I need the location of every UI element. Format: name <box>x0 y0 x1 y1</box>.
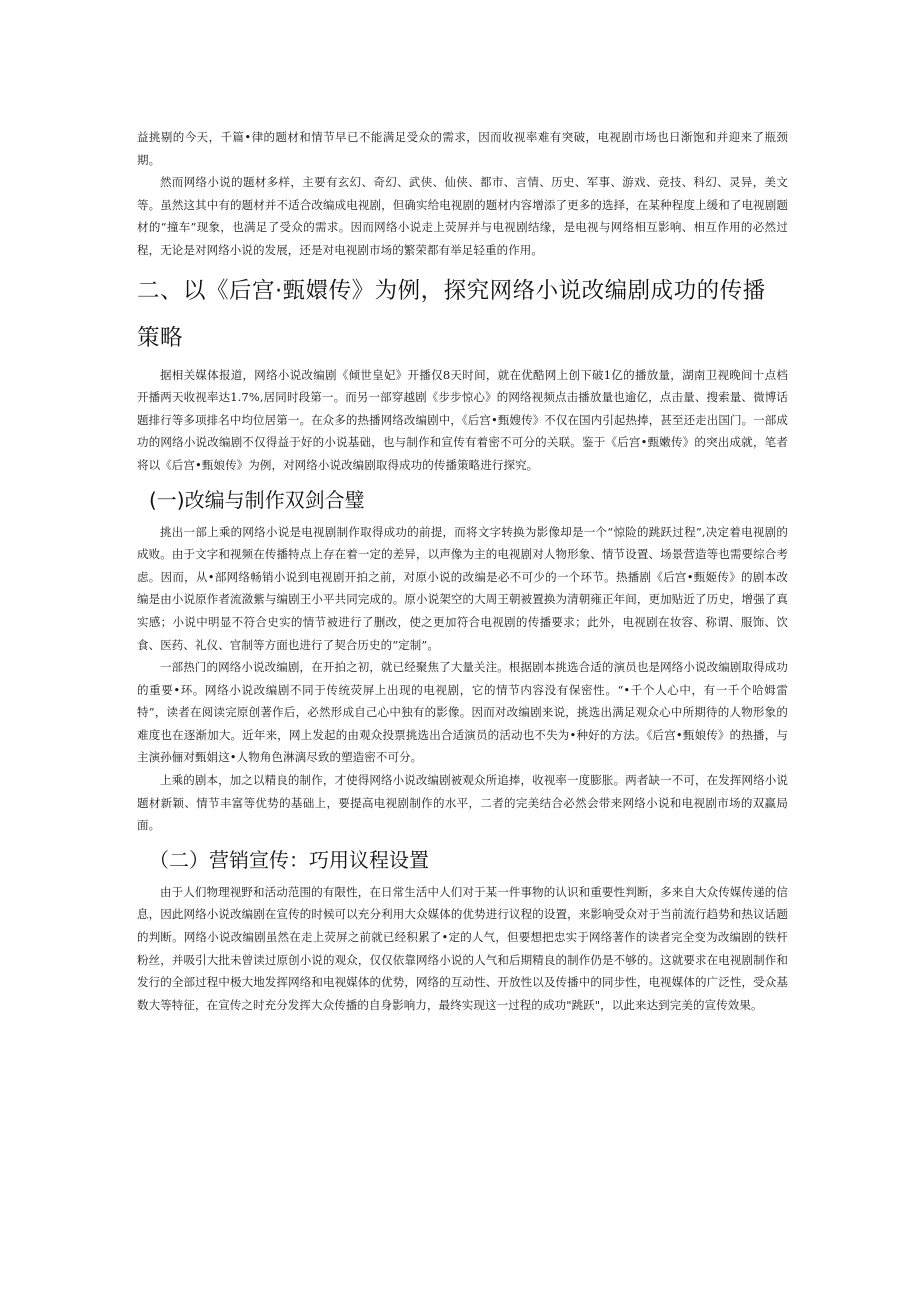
intro-paragraph-2: 然而网络小说的题材多样，主要有玄幻、奇幻、武侠、仙侠、都市、言情、历史、军事、游戏、竞技、科幻、灵异，美文等。虽然这其中有的题材并不适合改编成电视剧，但确实给电视剧的题材内容增添了更多的选择，在某种程度上缓和了电视剧题材的“撞车”现象，也满足了受众的需求。因而网络小说走上荧屏并与电视剧结缘，是电视与网络相互影响、相互作用的必然过程，无论是对网络小说的发展，还是对电视剧市场的繁荣都有举足轻重的作用。 <box>137 175 788 257</box>
subsection-1-paragraph-1: 挑出一部上乘的网络小说是电视剧制作取得成功的前提，而将文字转换为影像却是一个“惊险的跳跃过程”,决定着电视剧的成败。由于文字和视频在传播特点上存在着一定的差异，以声像为主的电视剧对人物形象、情节设置、场景营造等也需要综合考虑。因而，从•部网络畅销小说到电视剧开拍之前，对原小说的改编是必不可少的一个环节。热播剧《后宫•甄姬传》的剧本改编是由小说原作者流潋紫与编剧王小平共同完成的。原小说架空的大周王朝被置换为清朝雍正年间，更加贴近了历史，增强了真实感；小说中明显不符合史实的情节被进行了删改，使之更加符合电视剧的传播要求；此外，电视剧在妆容、称谓、服饰、饮食、医药、礼仪、官制等方面也进行了契合历史的“定制”。 <box>137 524 788 652</box>
intro-paragraph-1: 益挑剔的今天，千篇•律的题材和情节早已不能满足受众的需求，因而收视率难有突破，电视剧市场也日渐饱和并迎来了瓶颈期。 <box>137 130 788 167</box>
subsection-1-paragraph-3: 上乘的剧本，加之以精良的制作，才使得网络小说改编剧被观众所追捧，收视率一度膨胀。两者缺一不可，在发挥网络小说题材新颖、情节丰富等优势的基础上，要提高电视剧制作的水平，二者的完美结合必然会带来网络小说和电视剧市场的双赢局面。 <box>137 773 788 833</box>
subsection-1-paragraph-2: 一部热门的网络小说改编剧，在开拍之初，就已经聚焦了大量关注。根据剧本挑选合适的演员也是网络小说改编剧取得成功的重要•环。网络小说改编剧不同于传统荧屏上出现的电视剧，它的情节内容没有保密性。“•千个人心中，有一千个哈姆雷特”，读者在阅读完原创著作后，必然形成自己心中独有的影像。因而对改编剧来说，挑选出满足观众心中所期待的人物形象的难度也在逐渐加大。近年来，网上发起的由观众投票挑选出合适演员的活动也不失为•种好的方法。《后宫•甄娘传》的热播，与主演孙俪对甄娟这•人物角色淋漓尽致的塑造密不可分。 <box>137 660 788 765</box>
subsection-2-heading: （二）营销宣传：巧用议程设置 <box>149 847 429 872</box>
subsection-1-heading: (一)改编与制作双剑合璧 <box>149 487 365 512</box>
page-body <box>137 126 788 1016</box>
section-2-paragraph-1: 据相关媒体报道，网络小说改编剧《倾世皇妃》开播仅8天时间，就在优酷网上创下破1亿的播放量，湖南卫视晚间十点档开播两天收视率达1.7%,居同时段第一。而另一部穿越剧《步步惊心》的网络视频点击播放量也逾亿，点击量、搜索量、微博话题排行等多项排名中均位居第一。在众多的热播网络改编剧中，《后宫•甄嫂传》不仅在国内引起热捧，甚至还走出国门。一部成功的网络小说改编剧不仅得益于好的小说基础，也与制作和宣传有着密不可分的关联。鉴于《后宫•甄嫩传》的突出成就，笔者将以《后宫•甄娘传》为例，对网络小说改编剧取得成功的传播策略进行探究。 <box>137 367 788 472</box>
section-2-heading: 二、以《后宫·甄嬛传》为例，探究网络小说改编剧成功的传播策略 <box>137 277 766 351</box>
subsection-2-paragraph-1: 由于人们物理视野和活动范围的有限性，在日常生活中人们对于某一件事物的认识和重要性判断，多来自大众传媒传递的信息，因此网络小说改编剧在宣传的时候可以充分利用大众媒体的优势进行议程的设置，来影响受众对于当前流行趋势和热议话题的判断。网络小说改编剧虽然在走上荧屏之前就已经积累了•定的人气，但要想把忠实于网络著作的读者完全变为改编剧的铁杆粉丝，并吸引大批未曾读过原创小说的观众，仅仅依靠网络小说的人气和后期精良的制作仍是不够的。这就要求在电视剧制作和发行的全部过程中极大地发挥网络和电视媒体的优势，网络的互动性、开放性以及传播中的同步性，电视媒体的广泛性，受众基数大等特征，在宣传之时充分发挥大众传播的自身影响力，最终实现这一过程的成功"跳跃"，以此来达到完美的宣传效果。 <box>137 884 788 1012</box>
